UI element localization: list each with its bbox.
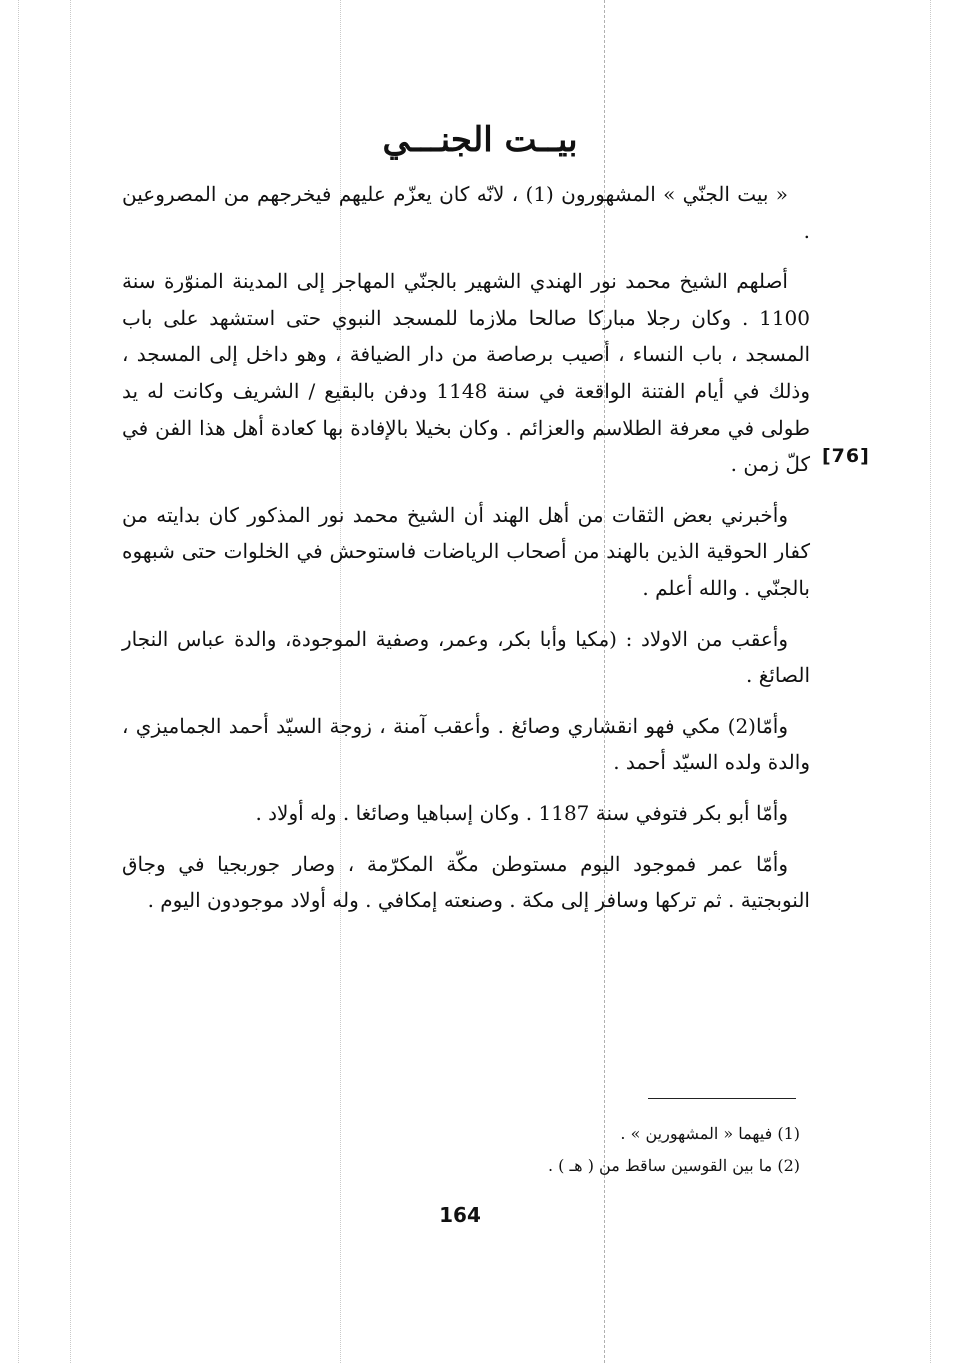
paragraph: وأمّا أبو بكر فتوفي سنة 1187 . وكان إسباهيا وصائغا . وله أولاد .: [255, 800, 788, 825]
page-title: بيــت الجنـــي: [382, 120, 578, 160]
paragraph: « بيت الجنّي » المشهورون (1) ، لانّه كان يعزّم عليهم فيخرجهم من المصروعين .: [122, 182, 810, 243]
footnote-separator: [648, 1098, 796, 1099]
main-text: [122, 176, 810, 933]
scan-guide-line: [70, 0, 71, 1363]
footnote: (1) فيهما « المشهورين » .: [620, 1124, 800, 1143]
margin-page-reference: [76]: [822, 445, 870, 467]
paragraph: وأمّا عمر فموجود اليوم مستوطن مكّة المكرّمة ، وصار جوربجيا في وجاق النوبجتية . ثم تركها وسافر إلى مكة . وصنعته إمكافي . وله أولاد موجودون اليوم .: [122, 851, 810, 913]
paragraph: وأخبرني بعض الثقات من أهل الهند أن الشيخ محمد نور المذكور كان بدايته من كفار الحوقية الذين بالهند من أصحاب الرياضات فاستوحش في الخلوات حتى شبهوه بالجنّي . والله أعلم .: [122, 502, 810, 600]
page-number: 164: [439, 1203, 481, 1227]
footnote: (2) ما بين القوسين ساقط من ( هـ ) .: [547, 1156, 800, 1175]
scan-guide-line: [18, 0, 19, 1363]
footnotes: [380, 1118, 800, 1182]
paragraph: وأعقب من الاولاد : (مكيا وأبا بكر، وعمر، وصفية الموجودة، والدة عباس النجار الصائغ .: [122, 626, 810, 688]
paragraph: أصلهم الشيخ محمد نور الهندي الشهير بالجنّي المهاجر إلى المدينة المنوّرة سنة 1100 . وكان رجلا مباركا صالحا ملازما للمسجد النبوي حتى استشهد على باب المسجد ، باب النساء ، أصيب برصاصة من دار الضيافة ، وهو داخل إلى المسجد ، وذلك في أيام الفتنة الواقعة في سنة 1148 ودفن بالبقيع / الشريف وكانت له يد طولى في معرفة الطلاسم والعزائم . وكان بخيلا بالإفادة بها كعادة أهل هذا الفن في كلّ زمن .: [122, 269, 810, 477]
paragraph: وأمّا(2) مكي فهو انقشاري وصائغ . وأعقب آمنة ، زوجة السيّد أحمد الجماميزي ، والدة ولده السيّد أحمد .: [122, 713, 810, 775]
scan-guide-line: [930, 0, 931, 1363]
